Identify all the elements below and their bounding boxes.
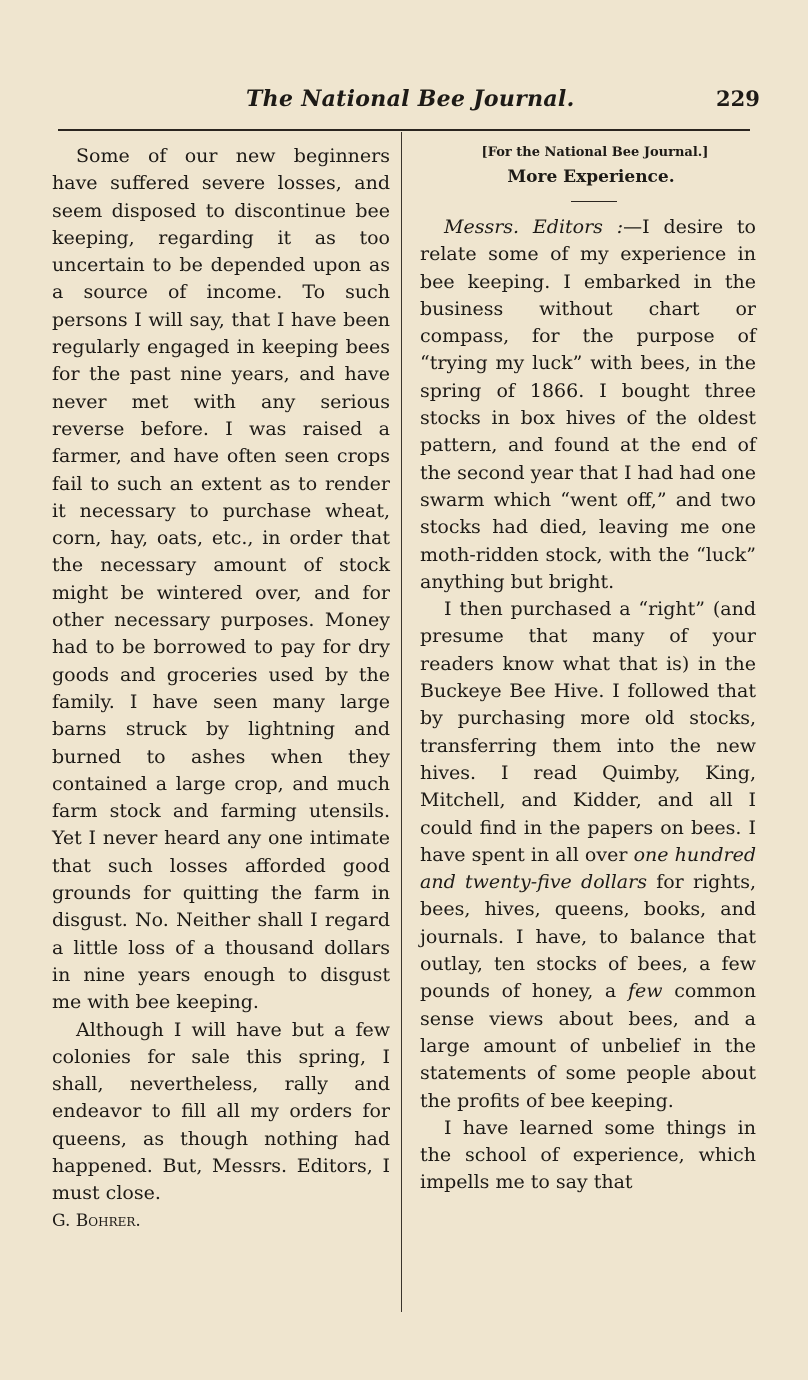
header-rule	[58, 129, 750, 131]
article-title: More Experience.	[507, 167, 675, 187]
journal-title: The National Bee Journal.	[246, 86, 575, 112]
left-paragraph-1: Some of our new beginners have suffered severe losses, and seem disposed to discontinue bee keeping, regarding it as too uncertain to be depended upon as a source of income. To such persons I will say, that I have been regularly engaged in keeping bees for the past nine years, and have never met with any serious reverse before. I was raised a farmer, and have often seen crops fail to such an extent as to render it necessary to purchase wheat, corn, hay, oats, etc., in order that the necessary amount of stock might be wintered over, and for other necessary purposes. Money had to be borrowed to pay for dry goods and groceries used by the family. I have seen many large barns struck by lightning and burned to ashes when they contained a large crop, and much farm stock and farming utensils. Yet I never heard any one intimate that such losses afforded good grounds for quitting the farm in disgust. No. Neither shall I regard a little loss of a thousand dollars in nine years enough to disgust me with bee keeping.	[52, 145, 390, 1014]
right-paragraph-1	[420, 214, 756, 596]
left-paragraph-2: Although I will have but a few colonies for sale this spring, I shall, nevertheless, rally and endeavor to fill all my orders for queens, as though nothing had happened. But, Messrs. Editors, I must close.	[52, 1018, 390, 1205]
right-paragraph-2	[420, 596, 756, 1115]
page-header	[0, 86, 808, 118]
signature: G. Bohrer.	[52, 1210, 141, 1231]
right-paragraph-2-c: common sense views about bees, and a large amount of unbelief in the statements of some people about the profits of bee keeping.	[420, 980, 756, 1112]
right-paragraph-3: I have learned some things in the school of experience, which impells me to say that	[420, 1116, 756, 1194]
right-paragraph-2-a: I then purchased a “right” (and presume that many of your readers know what that is) in the Buckeye Bee Hive. I followed that by purchasing more old stocks, transferring them into the new hives. I read Quimby, King, Mitchell, and Kidder, and all I could find in the papers on bees. I have spent in all over	[420, 598, 756, 866]
title-rule	[571, 201, 617, 202]
left-column	[52, 143, 390, 1235]
amount-emphasis: one hundred and twenty-five dollars	[420, 843, 756, 894]
right-paragraph-1-body: —I desire to relate some of my experience in bee keeping. I embarked in the business without chart or compass, for the purpose of “trying my luck” with bees, in the spring of 1866. I bought three stocks in box hives of the oldest pattern, and found at the end of the second year that I had had one swarm which “went off,” and two stocks had died, leaving me one moth-ridden stock, with the “luck” anything but bright.	[420, 216, 756, 593]
right-column	[420, 143, 756, 1197]
salutation: Messrs. Editors :	[444, 216, 624, 238]
right-paragraph-2-b: for rights, bees, hives, queens, books, and journals. I have, to balance that outlay, ten stocks of bees, a few pounds of honey, a	[420, 871, 756, 1003]
column-divider	[401, 132, 402, 1312]
page-number: 229	[716, 86, 760, 111]
article-credit: [For the National Bee Journal.]	[481, 145, 709, 160]
few-emphasis: few	[627, 980, 663, 1003]
